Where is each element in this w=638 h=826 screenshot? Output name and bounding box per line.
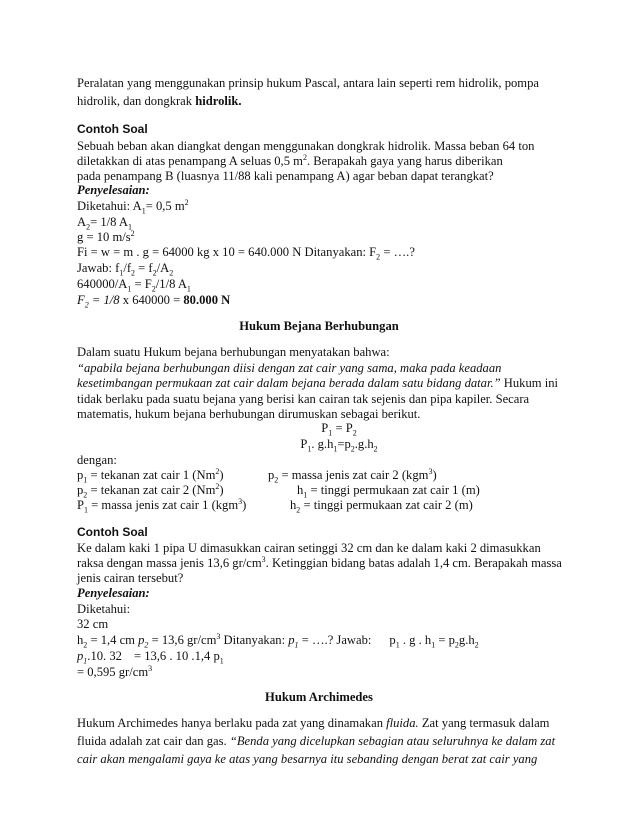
example-1-formula-1: Diketahui: $A_1= 0,5$ $m^2$ <box>77 197 189 216</box>
bejana-definition-1-right: $p_2$ = massa jenis zat cair 2 (kgm$^3$) <box>268 466 437 485</box>
example-2-formula-4: $p_1.10$. 32 = 13,6 . 10 .1,4 $p_1$ <box>77 649 224 666</box>
paragraph-pascal-line-1: Peralatan yang menggunakan prinsip hukum Pascal, antara lain seperti rem hidrolik, pompa <box>77 76 539 90</box>
bejana-definition-3-right: $h_2$ = tinggi permukaan zat cair 2 (m) <box>290 498 473 515</box>
example-1-line-1: Sebuah beban akan diangkat dengan menggunakan dongkrak hidrolik. Massa beban 64 ton <box>77 139 535 153</box>
example-2-line-3: jenis cairan tersebut? <box>77 571 184 585</box>
example-2-solution-label: Penyelesaian: <box>77 586 150 600</box>
bejana-quote-line-2: kesetimbangan permukaan zat cair dalam bejana berada dalam satu bidang datar.” Hukum ini <box>77 376 558 390</box>
example-2-formula-1: Diketahui: <box>77 602 131 616</box>
archimedes-line-3: cair akan mengalami gaya ke atas yang besarnya itu sebanding dengan berat zat cair yang <box>77 752 538 766</box>
example-2-formula-2: 32 cm <box>77 617 109 631</box>
section-title-bejana: Hukum Bejana Berhubungan <box>239 319 399 333</box>
example-1-line-3: pada penampang B (luasnya 11/88 kali penampang A) agar beban dapat terangkat? <box>77 169 494 183</box>
paragraph-pascal-line-2: hidrolik, dan dongkrak hidrolik. <box>77 94 242 108</box>
example-1-solution-label: Penyelesaian: <box>77 183 150 197</box>
bejana-quote-line-1: “apabila bejana berhubungan diisi dengan zat cair yang sama, maka pada keadaan <box>77 361 502 375</box>
example-1-formula-2: $A_2= 1/8$ $A_1$ <box>77 215 133 232</box>
example-2-line-2: raksa dengan massa jenis 13,6 $gr/cm^3$. Ketinggian bidang batas adalah 1,4 cm. Berapakah massa <box>77 554 562 570</box>
archimedes-line-1: Hukum Archimedes hanya berlaku pada zat yang dinamakan fluida. Zat yang termasuk dalam <box>77 716 550 730</box>
bejana-definition-2-left: $p_2$ = tekanan zat cair 2 (Nm$^2$) <box>77 481 224 500</box>
example-2-line-1: Ke dalam kaki 1 pipa U dimasukkan cairan setinggi 32 cm dan ke dalam kaki 2 dimasukkan <box>77 541 541 555</box>
example-1-line-2: diletakkan di atas penampang A seluas 0,5 $m^2$. Berapakah gaya yang harus diberikan <box>77 152 503 168</box>
example-2-formula-5: = 0,595 $gr/cm^3$ <box>77 663 153 679</box>
bejana-definition-1-left: $p_1$ = tekanan zat cair 1 (Nm$^2$) <box>77 466 224 485</box>
bejana-dengan-label: dengan: <box>77 453 117 467</box>
bejana-definition-3-left: $P_1$ = massa jenis zat cair 1 (kgm$^3$) <box>77 496 247 515</box>
example-1-formula-3: g = 10 $m/s^2$ <box>77 228 135 244</box>
bejana-line-4: tidak berlaku pada suatu bejana yang berisi kan cairan tak sejenis dan pipa kapiler. Secara <box>77 392 530 406</box>
archimedes-line-2: fluida adalah zat cair dan gas. “Benda yang dicelupkan sebagian atau seluruhnya ke dalam zat <box>77 734 556 748</box>
section-title-archimedes: Hukum Archimedes <box>265 690 373 704</box>
bejana-equation-2: $P_1$. $g.h_1=p_2.g.h_2$ <box>300 437 378 454</box>
example-1-formula-6: $640000/A_1 = F_2/1/8$ $A_1$ <box>77 277 191 294</box>
example-1-formula-7: $F_2 = 1/8$ x 640000 = 80.000 N <box>77 293 231 310</box>
bejana-definition-2-right: $h_1$ = tinggi permukaan zat cair 1 (m) <box>297 483 480 500</box>
example-1-formula-4: Fi = w = m . g = 64000 kg x 10 = 640.000 N Ditanyakan: $F_2$ = ….? <box>77 245 415 262</box>
bejana-line-5: matematis, hukum bejana berhubungan dirumuskan sebagai berikut. <box>77 407 421 421</box>
example-1-formula-5: Jawab: $f_1/f_2 = f_2/A_2$ <box>77 261 174 278</box>
example-1-heading: Contoh Soal <box>77 122 148 136</box>
example-2-heading: Contoh Soal <box>77 525 148 539</box>
bejana-equation-1: $P_1 = P_2$ <box>321 421 357 438</box>
bejana-line-1: Dalam suatu Hukum bejana berhubungan menyatakan bahwa: <box>77 345 390 359</box>
example-2-formula-3: $h_2 = 1,4$ cm $p_2 = 13,6$ $gr/cm^3$ Ditanyakan: $p_1$ = ….? Jawab: $p_1$ . g . $h_1 = p_2g.h_2$ <box>77 631 479 650</box>
